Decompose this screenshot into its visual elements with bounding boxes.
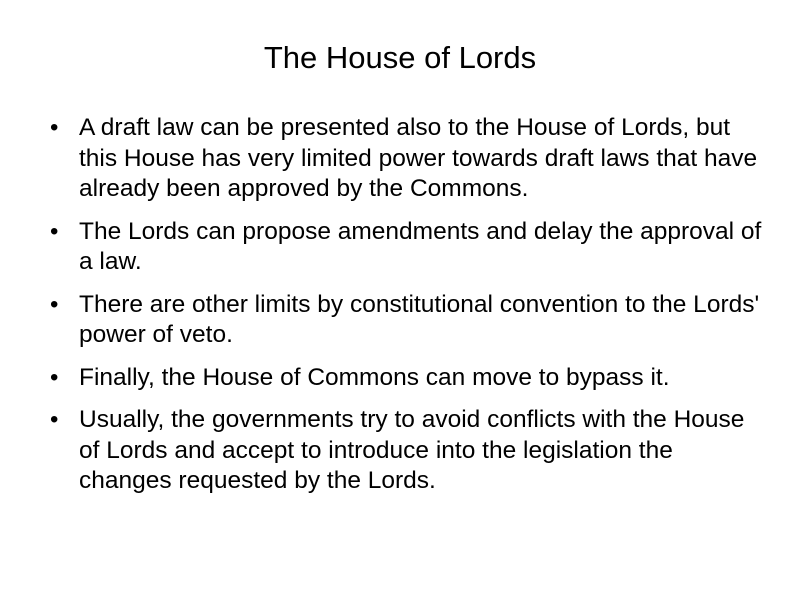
bullet-text: The Lords can propose amendments and delay the approval of a law. (79, 217, 762, 275)
bullet-icon: • (50, 290, 59, 318)
slide-title: The House of Lords (263, 40, 537, 75)
bullet-item (46, 290, 766, 351)
bullet-text: There are other limits by constitutional convention to the Lords' power of veto. (79, 290, 760, 348)
bullet-list (46, 113, 766, 509)
bullet-item (46, 363, 766, 394)
bullet-item (46, 113, 766, 205)
bullet-icon: • (50, 217, 59, 245)
bullet-item (46, 217, 766, 278)
bullet-text: Finally, the House of Commons can move to bypass it. (79, 363, 670, 391)
bullet-text: A draft law can be presented also to the House of Lords, but this House has very limited power towards draft laws that have already been approved by the Commons. (79, 114, 758, 202)
bullet-icon: • (50, 114, 59, 141)
bullet-item (46, 405, 766, 497)
bullet-icon: • (50, 406, 59, 433)
bullet-text: Usually, the governments try to avoid conflicts with the House of Lords and accept to introduce into the legislation the changes requested by the Lords. (79, 406, 745, 494)
bullet-icon: • (50, 363, 59, 391)
